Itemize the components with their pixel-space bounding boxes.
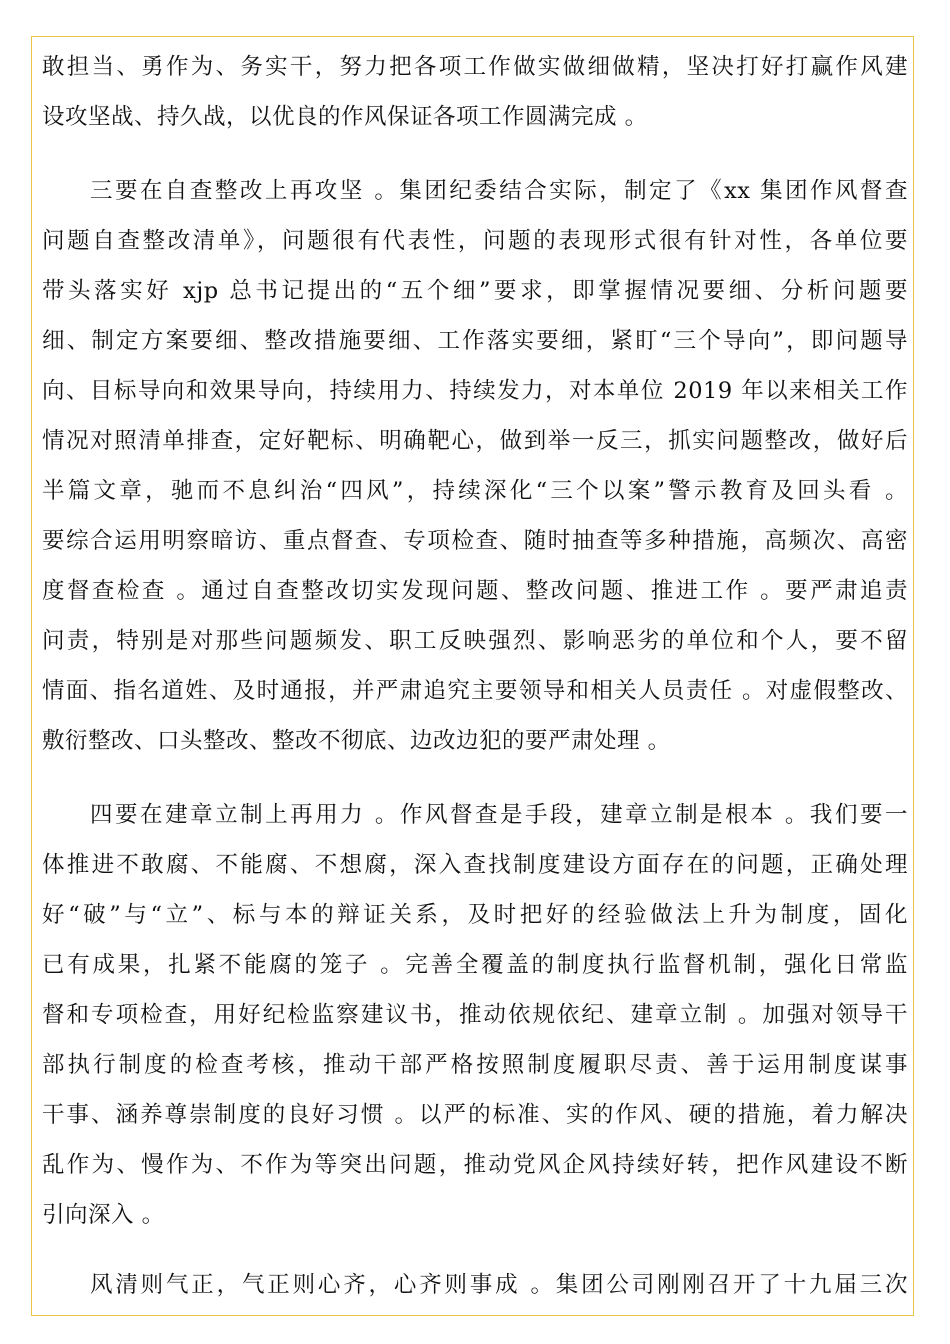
paragraph-2-line-7: 半篇文章，驰而不息纠治“四风”，持续深化“三个以案”警示教育及回头看 。 (42, 478, 908, 504)
paragraph-3-line-6: 部执行制度的检查考核，推动干部严格按照制度履职尽责、善于运用制度谋事 (42, 1052, 908, 1078)
paragraph-2-line-3: 带头落实好 xjp 总书记提出的“五个细”要求，即掌握情况要细、分析问题要 (42, 278, 908, 304)
paragraph-2-line-6: 情况对照清单排查，定好靶标、明确靶心，做到举一反三，抓实问题整改，做好后 (42, 428, 908, 454)
paragraph-2-line-9: 度督查检查 。通过自查整改切实发现问题、整改问题、推进工作 。要严肃追责 (42, 578, 908, 604)
paragraph-2-line-4: 细、制定方案要细、整改措施要细、工作落实要细，紧盯“三个导向”，即问题导 (42, 328, 908, 354)
paragraph-3-line-4: 已有成果，扎紧不能腐的笼子 。完善全覆盖的制度执行监督机制，强化日常监 (42, 952, 908, 978)
paragraph-1-line-1: 敢担当、勇作为、务实干，努力把各项工作做实做细做精，坚决打好打赢作风建 (42, 54, 908, 80)
paragraph-3-line-3: 好“破”与“立”、标与本的辩证关系，及时把好的经验做法上升为制度，固化 (42, 902, 908, 928)
paragraph-2-line-10: 问责，特别是对那些问题频发、职工反映强烈、影响恶劣的单位和个人，要不留 (42, 628, 908, 654)
paragraph-2-line-8: 要综合运用明察暗访、重点督查、专项检查、随时抽查等多种措施，高频次、高密 (42, 528, 908, 554)
paragraph-3-line-5: 督和专项检查，用好纪检监察建议书，推动依规依纪、建章立制 。加强对领导干 (42, 1002, 908, 1028)
paragraph-3-line-9: 引向深入 。 (42, 1202, 165, 1228)
paragraph-2-line-1: 三要在自查整改上再攻坚 。集团纪委结合实际，制定了《xx 集团作风督查 (90, 178, 908, 204)
paragraph-1-line-2: 设攻坚战、持久战，以优良的作风保证各项工作圆满完成 。 (42, 104, 648, 130)
paragraph-4-line-1: 风清则气正，气正则心齐，心齐则事成 。集团公司刚刚召开了十九届三次 (90, 1272, 908, 1298)
paragraph-2-line-11: 情面、指名道姓、及时通报，并严肃追究主要领导和相关人员责任 。对虚假整改、 (42, 678, 908, 704)
paragraph-2-line-2: 问题自查整改清单》，问题很有代表性，问题的表现形式很有针对性，各单位要 (42, 228, 908, 254)
paragraph-3-line-7: 干事、涵养尊崇制度的良好习惯 。以严的标准、实的作风、硬的措施，着力解决 (42, 1102, 908, 1128)
paragraph-3-line-2: 体推进不敢腐、不能腐、不想腐，深入查找制度建设方面存在的问题，正确处理 (42, 852, 908, 878)
paragraph-3-line-1: 四要在建章立制上再用力 。作风督查是手段，建章立制是根本 。我们要一 (90, 802, 908, 828)
paragraph-2-line-12: 敷衍整改、口头整改、整改不彻底、边改边犯的要严肃处理 。 (42, 728, 671, 754)
paragraph-2-line-5: 向、目标导向和效果导向，持续用力、持续发力，对本单位 2019 年以来相关工作 (42, 378, 908, 404)
paragraph-3-line-8: 乱作为、慢作为、不作为等突出问题，推动党风企风持续好转，把作风建设不断 (42, 1152, 908, 1178)
